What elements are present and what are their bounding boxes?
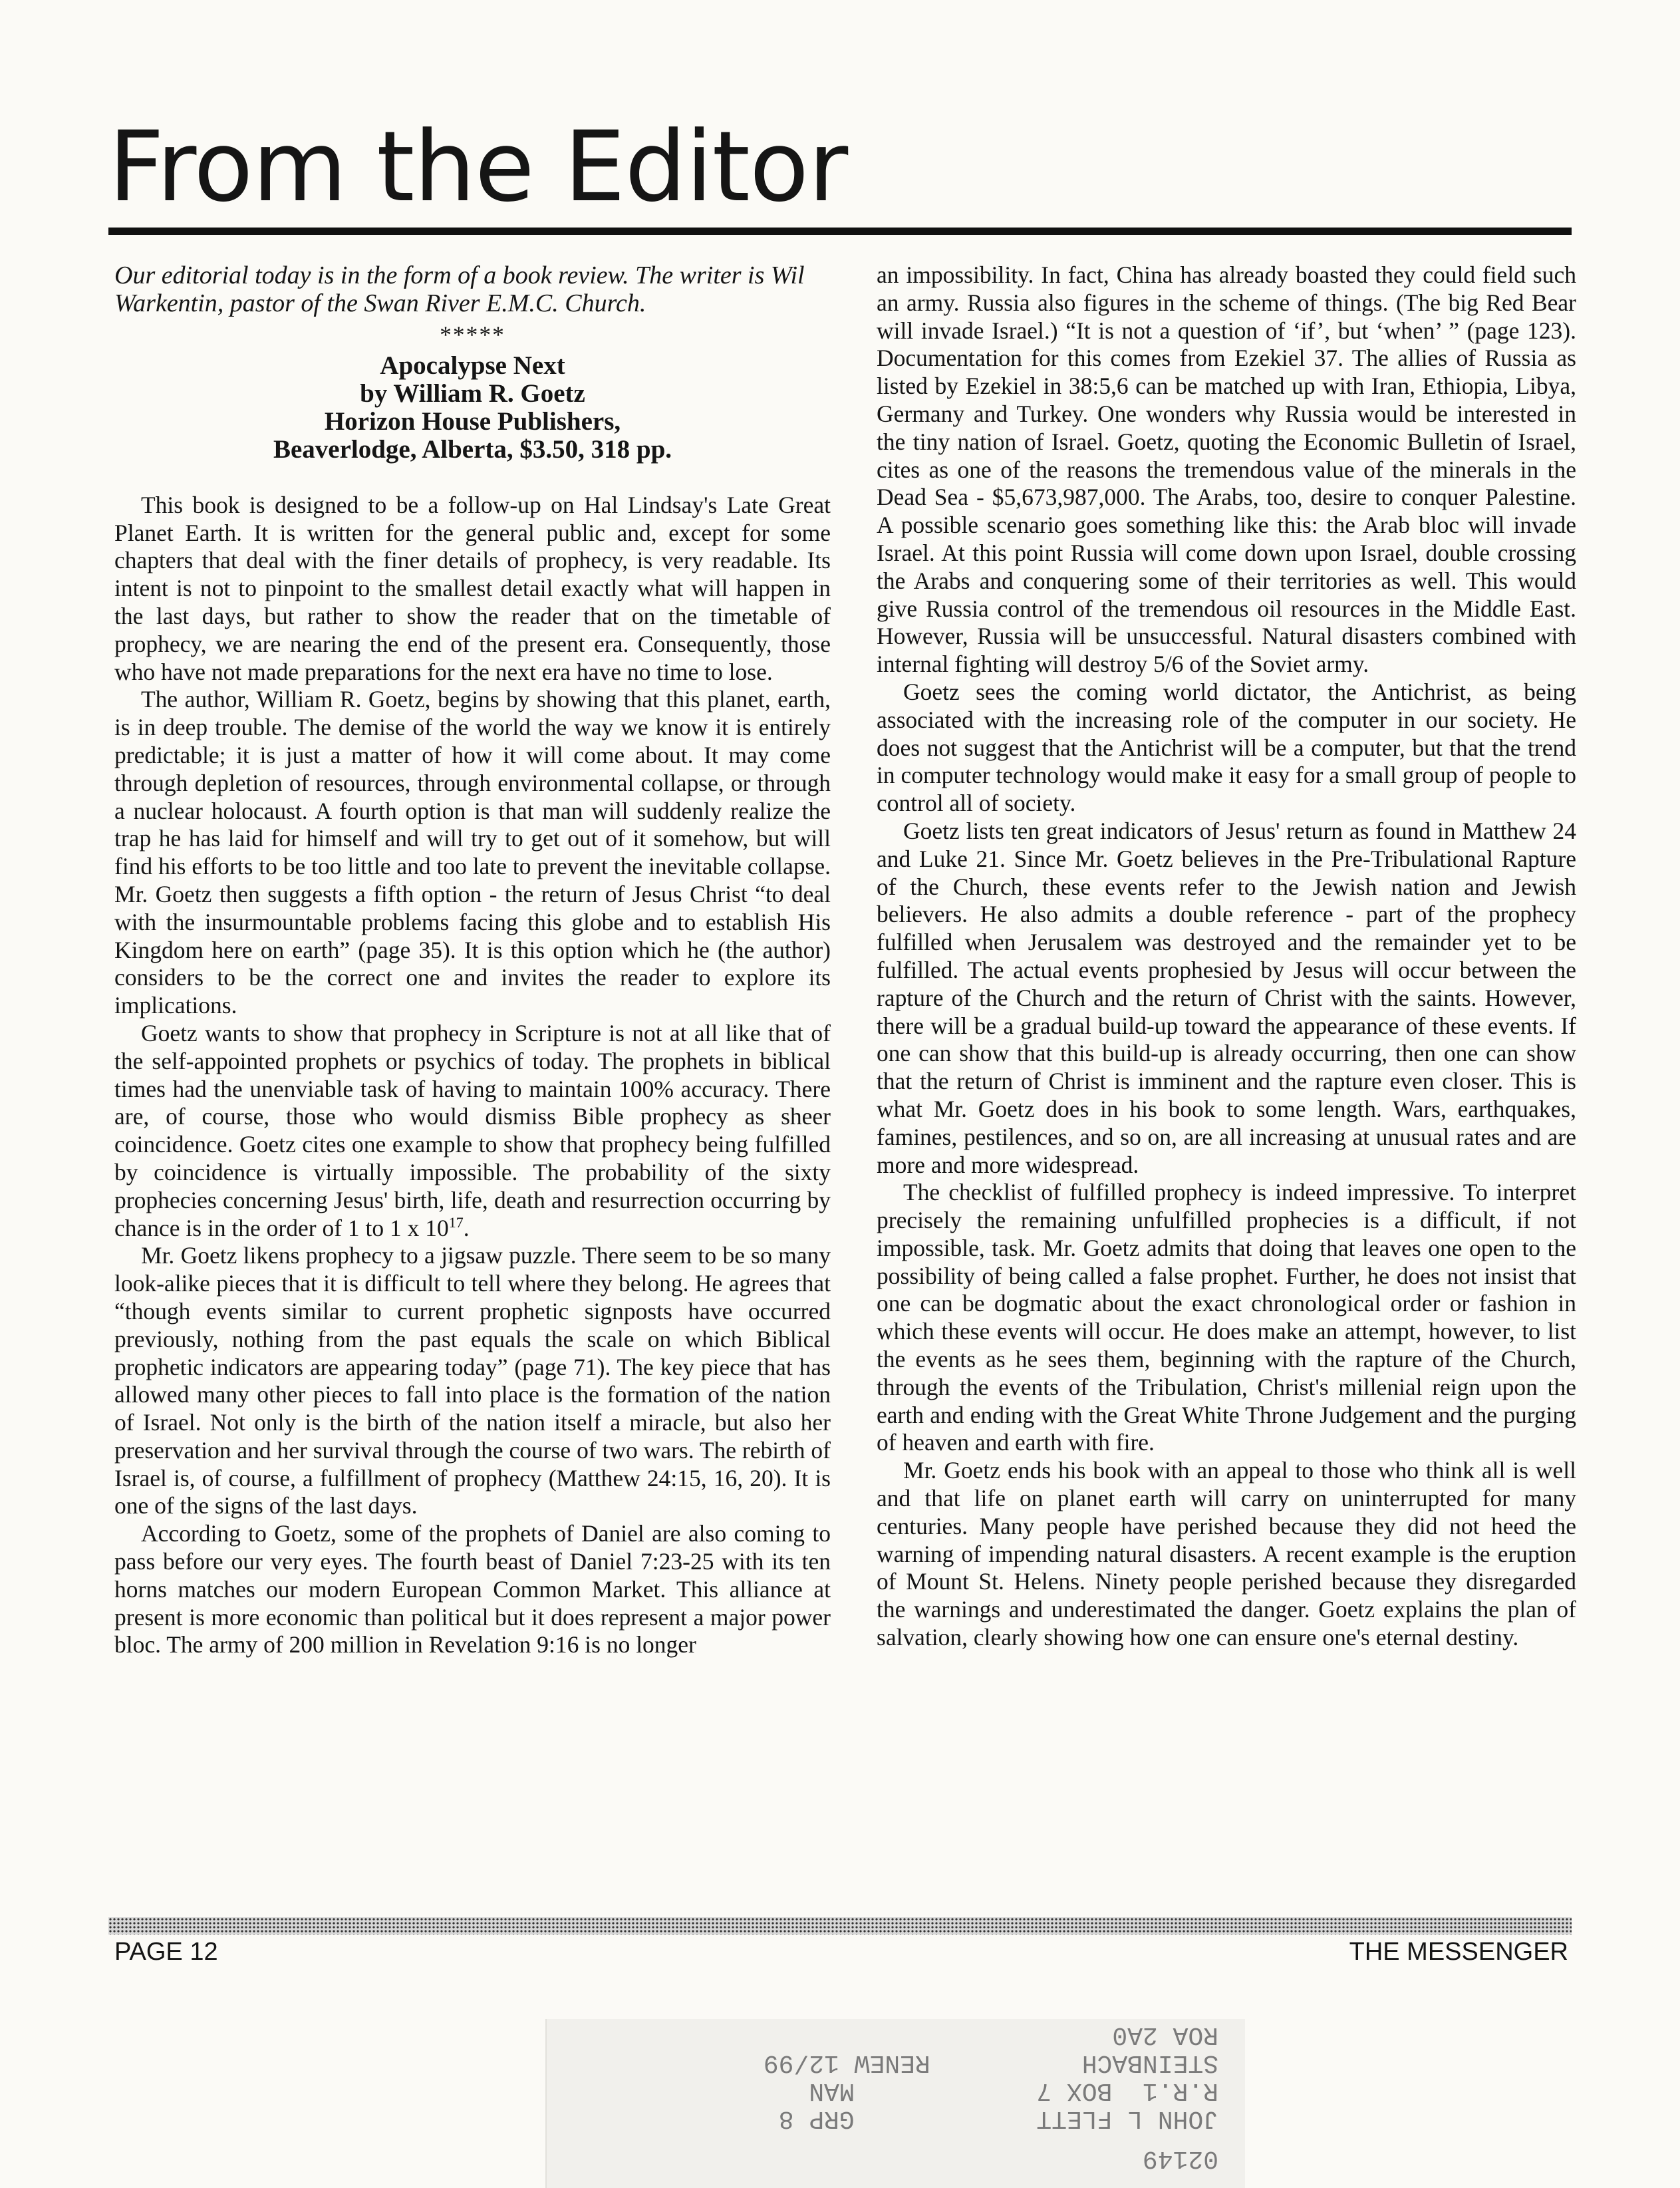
book-details: Beaverlodge, Alberta, $3.50, 318 pp. (273, 434, 672, 464)
book-publisher: Horizon House Publishers, (324, 406, 621, 436)
page-number: PAGE 12 (114, 1938, 218, 1966)
editorial-intro: Our editorial today is in the form of a book review. The writer is Wil Warkentin, pastor of the Swan River E.M.C. Church. (114, 261, 805, 317)
publication-name: THE MESSENGER (1349, 1938, 1568, 1966)
paragraph-text: Goetz wants to show that prophecy in Scripture is not at all like that of the self-appointed prophets or psychics of today. The prophets in biblical times had the unenviable task of having to maintain 100% accuracy. There are, of course, those who would dismiss Bible prophecy as sheer coincidence. Goetz cites one example to show that prophecy being fulfilled by coincidence is virtually impossible. The probability of the sixty prophecies concerning Jesus' birth, life, death and resurrection occurring by chance is in the order of 1 to 1 x 10 (114, 1019, 831, 1241)
label-line: ROA 2A0 (1112, 2020, 1218, 2049)
paragraph: According to Goetz, some of the prophets of Daniel are also coming to pass before our very eyes. The fourth beast of Daniel 7:23-25 with its ten horns matches our modern European Common Market. This alliance at present is more economic than political but it does represent a major power bloc. The army of 200 million in Revelation 9:16 is no longer (114, 1520, 831, 1658)
paragraph: Goetz lists ten great indicators of Jesus' return as found in Matthew 24 and Luke 21. Since Mr. Goetz believes in the Pre-Tribulational Rapture of the Church, these events refer to the Jewish nation and Jewish believers. He also admits a double reference - part of the prophecy fulfilled when Jerusalem was destroyed and the remainder yet to be fulfilled. The actual events prophesied by Jesus will occur between the rapture of the Church and the return of Christ with the saints. However, there will be a gradual build-up toward the appearance of these events. If one can show that this build-up is already occurring, then one can show that the return of Christ is imminent and the rapture even closer. This is what Mr. Goetz does in his book to some length. Wars, earthquakes, famines, pestilences, and so on, are all increasing at unusual rates and are more and more widespread. (877, 817, 1576, 1178)
paragraph: Goetz wants to show that prophecy in Scripture is not at all like that of the self-appointed prophets or psychics of today. The prophets in biblical times had the unenviable task of having to maintain 100% accuracy. There are, of course, those who would dismiss Bible prophecy as sheer coincidence. Goetz cites one example to show that prophecy being fulfilled by coincidence is virtually impossible. The probability of the sixty prophecies concerning Jesus' birth, life, death and resurrection occurring by chance is in the order of 1 to 1 x $10^{17}$. (114, 1019, 831, 1241)
book-author: by William R. Goetz (360, 379, 585, 408)
exponent: 17 (448, 1213, 464, 1231)
book-info (114, 352, 831, 464)
left-column (114, 261, 831, 1659)
label-line: JOHN L FLETT GRP 8 (778, 2104, 1218, 2133)
mailing-label-text (547, 2019, 1245, 2188)
title-rule (108, 228, 1572, 235)
page-title: From the Editor (108, 110, 848, 224)
paragraph: This book is designed to be a follow-up on Hal Lindsay's Late Great Planet Earth. It is written for the general public and, except for some chapters that deal with the finer details of prophecy, is very readable. Its intent is not to pinpoint to the smallest detail exactly what will happen in the last days, but rather to show the reader that on the timetable of prophecy, we are nearing the end of the present era. Consequently, those who have not made preparations for the next era have no time to lose. (114, 491, 831, 685)
paragraph: The checklist of fulfilled prophecy is indeed impressive. To interpret precisely the remaining unfulfilled prophecies is a difficult, if not impossible, task. Mr. Goetz admits that doing that leaves one open to the possibility of being called a false prophet. Further, he does not insist that one can be dogmatic about the exact chronological order or fashion in which these events will occur. He does make an attempt, however, to list the events as he sees them, beginning with the rapture of the Church, through the events of the Tribulation, Christ's millenial reign upon the earth and ending with the Great White Throne Judgement and the purging of heaven and earth with fire. (877, 1179, 1576, 1456)
label-line: R.R.1 BOX 7 MAN (809, 2076, 1218, 2105)
label-line: 02149 (1142, 2144, 1218, 2173)
right-column (877, 261, 1576, 1652)
section-separator: ***** (440, 321, 505, 348)
label-line: STEINBACH RENEW 12/99 (763, 2048, 1218, 2077)
book-title: Apocalypse Next (380, 351, 565, 380)
paragraph: The author, William R. Goetz, begins by showing that this planet, earth, is in deep trouble. The demise of the world the way we know it is entirely predictable; it is just a matter of how it will come about. It may come through depletion of resources, through environmental collapse, or through a nuclear holocaust. A fourth option is that man will suddenly realize the trap he has laid for himself and will try to get out of it somehow, but will find his efforts to be too little and too late to prevent the inevitable collapse. Mr. Goetz then suggests a fifth option - the return of Jesus Christ “to deal with the insurmountable problems facing this globe and to establish His Kingdom here on earth” (page 35). It is this option which he (the author) considers to be the correct one and invites the reader to explore its implications. (114, 686, 831, 1019)
paragraph: Goetz sees the coming world dictator, the Antichrist, as being associated with the increasing role of the computer in our society. He does not suggest that the Antichrist will be a computer, but that the trend in computer technology would make it easy for a small group of people to control all of society. (877, 678, 1576, 817)
footer-rule (108, 1917, 1572, 1935)
paragraph: Mr. Goetz ends his book with an appeal to those who think all is well and that life on planet earth will carry on uninterrupted for many centuries. Many people have perished because they did not heed the warning of impending natural disasters. A recent example is the eruption of Mount St. Helens. Ninety people perished because they disregarded the warnings and underestimated the danger. Goetz explains the plan of salvation, clearly showing how one can ensure one's eternal destiny. (877, 1457, 1576, 1651)
paragraph: Mr. Goetz likens prophecy to a jigsaw puzzle. There seem to be so many look-alike pieces that it is difficult to tell where they belong. He agrees that “though events similar to current prophetic signposts have occurred previously, nothing from the past equals the scale on which Biblical prophetic indicators are appearing today” (page 71). The key piece that has allowed many other pieces to fall into place is the formation of the nation of Israel. Not only is the birth of the nation itself a miracle, but also her preservation and her survival through the course of two wars. The rebirth of Israel is, of course, a fulfillment of prophecy (Matthew 24:15, 16, 20). It is one of the signs of the last days. (114, 1242, 831, 1519)
mailing-label (545, 2019, 1245, 2188)
paragraph: an impossibility. In fact, China has already boasted they could field such an army. Russia also figures in the scheme of things. (The big Red Bear will invade Israel.) “It is not a question of ‘if’, but ‘when’ ” (page 123). Documentation for this comes from Ezekiel 37. The allies of Russia as listed by Ezekiel in 38:5,6 can be matched up with Iran, Ethiopia, Libya, Germany and Turkey. One wonders why Russia would be interested in the tiny nation of Israel. Goetz, quoting the Economic Bulletin of Israel, cites as one of the reasons the tremendous value of the minerals in the Dead Sea - $5,673,987,000. The Arabs, too, desire to conquer Palestine. A possible scenario goes something like this: the Arab bloc will invade Israel. At this point Russia will come down upon Israel, double crossing the Arabs and conquering some of their territories as well. This would give Russia control of the tremendous oil resources in the Middle East. However, Russia will be unsuccessful. Natural disasters combined with internal fighting will destroy 5/6 of the Soviet army. (877, 261, 1576, 678)
